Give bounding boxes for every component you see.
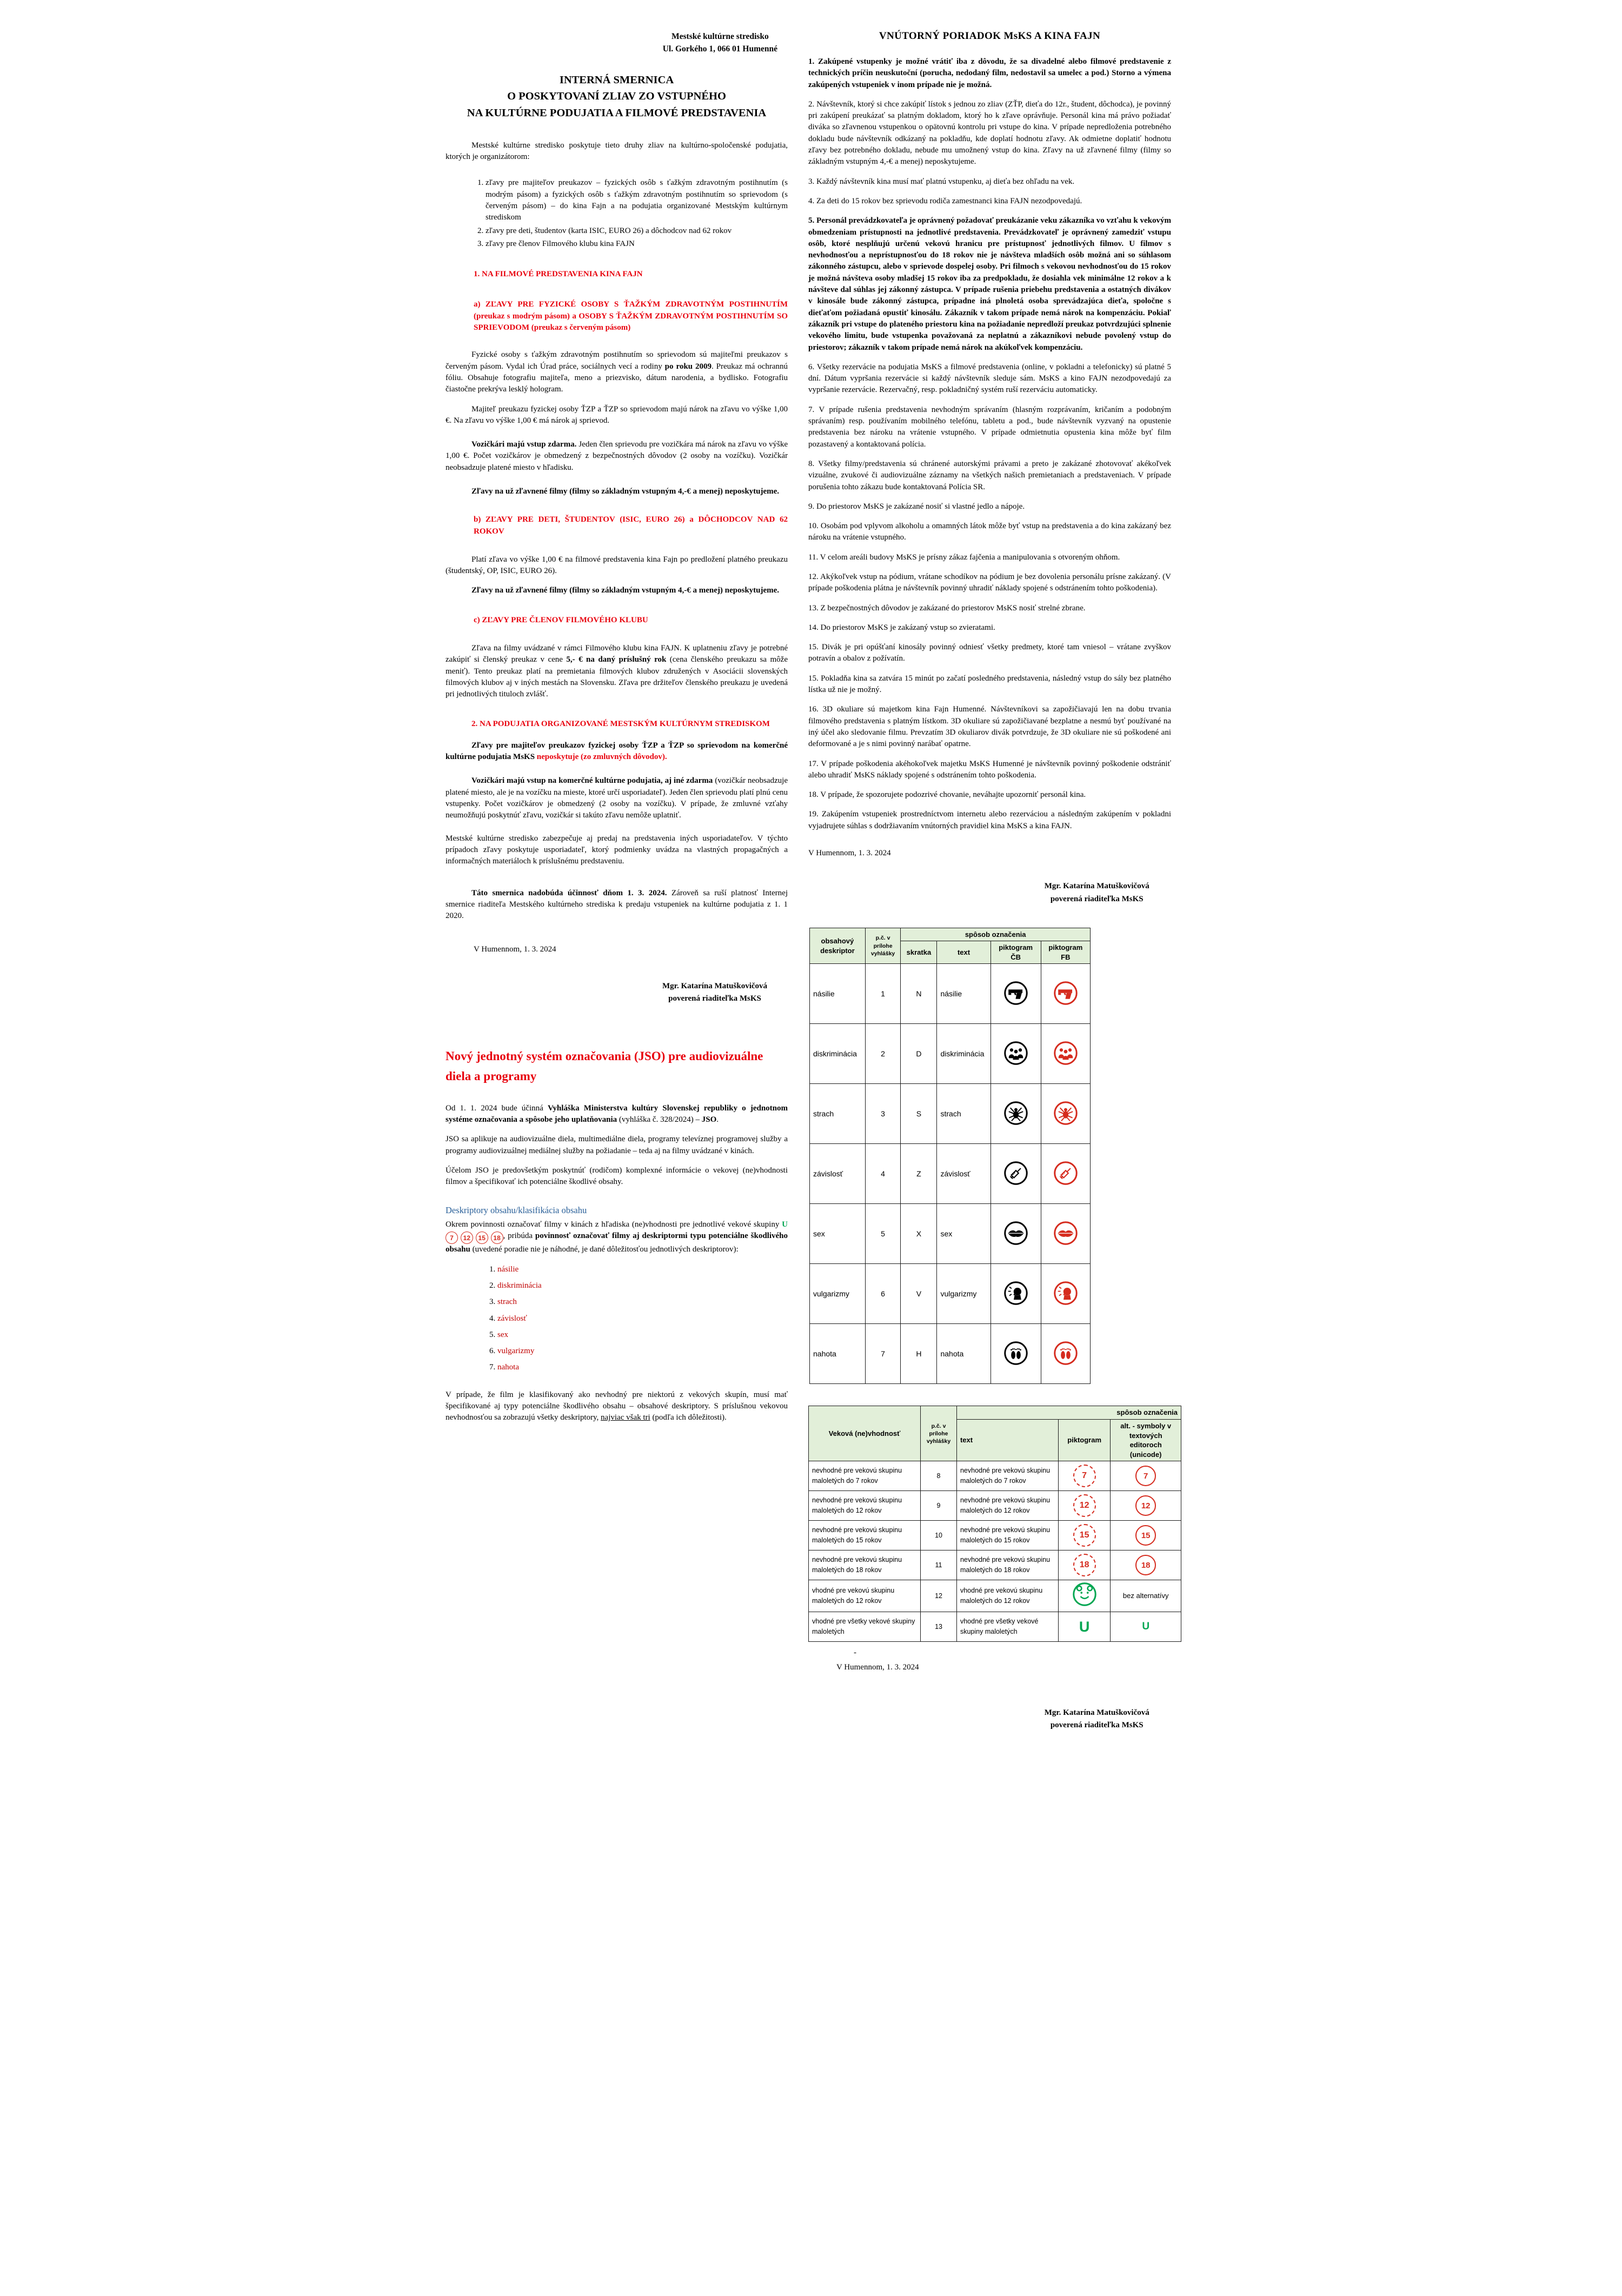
table-row — [809, 1461, 1181, 1491]
order-number-cell: 13 — [921, 1612, 957, 1641]
spacer — [808, 1642, 1171, 1647]
list-item — [497, 1329, 788, 1341]
table-row — [809, 1550, 1181, 1580]
table-row — [810, 1324, 1091, 1384]
text-segment: Mestské kultúrne stredisko zabezpečuje aj predaj na predstavenia iných usporiadateľov. V týchto prípadoch zľavy poskytuje usporiadateľ, ktorý podmienky uvádza na vlastných propagačných a informačných materiáloch k príslušnému predstaveniu. — [446, 834, 788, 866]
rule-5 — [808, 215, 1171, 354]
list-item-text: diskriminácia — [497, 1281, 542, 1290]
signature-left — [662, 980, 767, 1006]
film-club-discount — [446, 643, 788, 700]
text-segment: (cena členského preukazu sa môže meniť). Tento preukaz platí na premietania filmových klubov združených v Asociácii slovenských filmových klubov aj v iných mestách na Slovensku. Zľava pre držiteľov členského preukazu je uvedená pri jednotlivých tituloch zvlášť. — [446, 655, 788, 699]
spacer — [446, 605, 788, 615]
feet-red-icon — [1041, 1324, 1090, 1384]
people-red-icon — [1041, 1024, 1090, 1084]
abbr-cell: D — [901, 1024, 937, 1084]
table-header-cell: spôsob označenia — [956, 1406, 1181, 1420]
age-badge-inline: 12 — [461, 1232, 473, 1244]
list-item — [486, 225, 788, 237]
abbr-cell: N — [901, 964, 937, 1024]
text-segment: 10. Osobám pod vplyvom alkoholu a omamných látok môže byť vstup na predstavenia a do kina zakázaný bez nároku na vrátenie vstupného. — [808, 522, 1171, 542]
spacer — [446, 545, 788, 554]
org-header-line: Ul. Gorkého 1, 066 01 Humenné — [662, 44, 778, 54]
text-segment: (vyhláška č. 328/2024) – — [617, 1115, 702, 1124]
profanity-red-icon — [1041, 1264, 1090, 1324]
rule-1 — [808, 56, 1171, 91]
table-row — [810, 1264, 1091, 1324]
descriptor-cell: nahota — [810, 1324, 866, 1384]
u-universal-icon: U — [1079, 1618, 1090, 1635]
descriptor-cell: sex — [810, 1204, 866, 1264]
pictogram-cell — [1058, 1612, 1110, 1641]
text-segment: Táto smernica nadobúda účinnosť dňom 1. 3. 2024. — [471, 888, 667, 897]
spacer — [446, 771, 788, 775]
text-cell: nahota — [937, 1324, 991, 1384]
table-row — [809, 1406, 1181, 1420]
rule-4 — [808, 196, 1171, 207]
text-cell: závislosť — [937, 1144, 991, 1204]
text-segment: U — [782, 1220, 788, 1229]
alt-symbol-cell — [1111, 1521, 1181, 1550]
text-cell: sex — [937, 1204, 991, 1264]
spacer — [446, 482, 788, 486]
text-cell: diskriminácia — [937, 1024, 991, 1084]
spacer — [808, 1682, 1171, 1707]
doc-title-line: INTERNÁ SMERNICA — [559, 74, 674, 86]
text-segment: Zľavy na už zľavnené filmy (filmy so základným vstupným 4,-€ a menej) neposkytujeme. — [471, 487, 780, 496]
left-column — [446, 30, 788, 1432]
text-segment: (podľa ich dôležitosti). — [650, 1413, 727, 1422]
place-date-bottom: V Humennom, 1. 3. 2024 — [836, 1663, 919, 1672]
text-segment: Zľava na filmy uvádzané v rámci Filmového klubu kina FAJN. K uplatneniu zľavy je potrebné zakúpiť si členský preukaz v cene — [446, 644, 788, 664]
ztp-commercial-events — [446, 740, 788, 763]
descriptor-cell: závislosť — [810, 1144, 866, 1204]
spacer — [446, 258, 788, 269]
age-12-icon: 12 — [1073, 1494, 1096, 1517]
spacer — [446, 964, 788, 980]
doc-title-line: O POSKYTOVANÍ ZLIAV ZO VSTUPNÉHO — [507, 90, 726, 103]
text-segment: najviac však tri — [601, 1413, 650, 1422]
spacer — [446, 126, 788, 140]
spacer — [808, 840, 1171, 848]
age-7-alt-icon: 7 — [1135, 1466, 1156, 1486]
document-page — [406, 0, 1216, 1761]
text-segment: 13. Z bezpečnostných dôvodov je zakázané do priestorov MsKS nosiť strelné zbrane. — [808, 603, 1086, 613]
text-segment: 5. Personál prevádzkovateľa je oprávnený požadovať preukázanie veku zákazníka vo vzťahu k vekovým obmedzeniam prístupnosti na jednotlivé predstavenia. Prevádzkovateľ je oprávnený zamedziť vstupu osôb, ktoré nesplňujú určenú vekovú hranicu pre prístupnosť jednotlivých filmov. U filmov s nevhodnosťou a neprístupnosťou do 18 rokov nie je návšteva mladších osôb možná ani so súhlasom zákonného zástupcu, alebo v sprievode dospelej osoby. Pri filmoch s vekovou nevhodnosťou do 15 rokov je možná návšteva osoby mladšej 15 rokov iba za predpokladu, že dosiahla vek minimálne 12 rokov a k návšteve dal súhlas jej zákonný zástupca. V prípade rušenia priebehu predstavenia a ostatných divákov v kinosále bude zákonný zástupca, prípadne iná plnoletá osoba sprevádzajúca dieťa, spoločne s dieťaťom požiadaná opustiť kinosálu. Zákazník v takom prípade nemá nárok na kompenzáciu. Pokiaľ zákazník pri vstupe do plateného priestoru kina na požiadanie nepredloží preukaz potvrdzujúci splnenie vekového limitu, bude vstupenka považovaná za neplatnú a zákazníkovi nebude povolený vstup do priestorov; zákazník v takom prípade nemá nárok na akúkoľvek kompenzáciu. — [808, 216, 1171, 352]
table-header-cell: text — [937, 941, 991, 964]
order-number-cell: 10 — [921, 1521, 957, 1550]
text-segment: Účelom JSO je predovšetkým poskytnúť (rodičom) komplexné informácie o vekovej (ne)vhodnosti filmov a špecifikovať ich potenciálne škodlivé obsahy. — [446, 1166, 788, 1187]
spacer — [808, 867, 1171, 880]
rule-2 — [808, 99, 1171, 168]
text-segment: , pribúda — [503, 1231, 535, 1240]
text-segment: Vozičkári majú vstup na komerčné kultúrne podujatia, aj iné zdarma — [471, 776, 713, 786]
text-segment: 19. Zakúpením vstupeniek prostredníctvom internetu alebo rezerváciou a následným zakúpením v pokladni vyjadrujete súhlas s dodržiavaním vnútorných pravidiel kina MsKS a kina FAJN. — [808, 810, 1171, 830]
spacer — [446, 876, 788, 888]
text-segment: Od 1. 1. 2024 bude účinná — [446, 1103, 548, 1113]
descriptors-list — [446, 1264, 788, 1374]
list-item-text: nahota — [497, 1363, 519, 1372]
text-segment: Vyhláška Ministerstva kultúry Slovenskej republiky o jednotnom systéme označovania a spôsobe jeho uplatňovania — [446, 1103, 788, 1124]
no-discount-note-a — [446, 486, 788, 497]
lips-icon — [991, 1204, 1041, 1264]
text-cell: násilie — [937, 964, 991, 1024]
other-organizers — [446, 833, 788, 868]
list-item-text: strach — [497, 1297, 517, 1307]
table-row — [809, 1580, 1181, 1612]
table-header-cell: obsahový deskriptor — [810, 928, 866, 964]
classification-note — [446, 1389, 788, 1424]
wheelchair-commercial-events — [446, 775, 788, 821]
table-row — [810, 928, 1091, 941]
section-1a-heading: a) ZĽAVY PRE FYZICKÉ OSOBY S ŤAŽKÝM ZDRAVOTNÝM POSTIHNUTÍM (preukaz s modrým pásom) a OSOBY S ŤAŽKÝM ZDRAVOTNÝM POSTIHNUTÍM SO SPRIEVODOM (preukaz s červeným pásom) — [474, 300, 788, 332]
content-descriptors-table — [809, 928, 1091, 1385]
age-15-icon: 15 — [1073, 1524, 1096, 1547]
gun-red-icon — [1041, 964, 1090, 1024]
rules-title: VNÚTORNÝ PORIADOK MsKS A KINA FAJN — [879, 30, 1101, 42]
text-segment: 2. Návštevník, ktorý si chce zakúpiť lístok s jednou zo zliav (ZŤP, dieťa do 12r., študent, dôchodca), je povinný pri zakúpení preukázať sa platným dokladom, ktorý ho k zľave oprávňuje. Personál kina má právo požiadať diváka so zľavnenou vstupenkou o opätovnú kontrolu pri vstupe do kina. V prípade nepredloženia potrebného dokladu bude návštevník odkázaný na pokladňu, kde doplatí hodnotu zľavy. Ak odmietne doplatiť hodnotu zľavy bez potrebného dokladu, nebude mu umožnený vstup do kina. Zľavy na už zľavnené filmy (filmy so základným vstupným 4,-€ a menej) neposkytujeme. — [808, 99, 1171, 167]
alt-symbol-cell: bez alternatívy — [1111, 1580, 1181, 1612]
age-badge-inline: 7 — [446, 1232, 458, 1244]
no-discount-note-b — [446, 585, 788, 596]
rule-8 — [808, 458, 1171, 493]
spacer — [446, 1196, 788, 1205]
descriptor-cell: strach — [810, 1084, 866, 1144]
list-item — [497, 1346, 788, 1357]
signature-bottom — [1045, 1707, 1149, 1732]
list-item — [497, 1313, 788, 1325]
right-column — [808, 30, 1178, 1740]
intro-paragraph — [446, 140, 788, 163]
spacer — [446, 56, 788, 72]
list-item-text: násilie — [497, 1265, 519, 1274]
list-item — [497, 1280, 788, 1292]
alt-symbol-cell — [1111, 1612, 1181, 1641]
text-cell: vhodné pre vekovú skupinu maloletých do 12 rokov — [956, 1580, 1058, 1612]
age-badge-inline: 18 — [491, 1232, 503, 1244]
table-row — [810, 1024, 1091, 1084]
spacer — [446, 930, 788, 944]
rule-18 — [808, 789, 1171, 801]
section-1-heading: 1. NA FILMOVÉ PREDSTAVENIA KINA FAJN — [474, 270, 643, 279]
rule-13 — [808, 603, 1171, 614]
spacer — [808, 1384, 1171, 1406]
order-number-cell: 5 — [865, 1204, 901, 1264]
rule-15b — [808, 673, 1171, 696]
pictogram-cell — [1058, 1521, 1110, 1550]
list-item — [486, 238, 788, 250]
rule-10 — [808, 521, 1171, 544]
spacer — [446, 435, 788, 439]
rule-3 — [808, 176, 1171, 188]
signature-left-line: Mgr. Katarína Matuškovičová — [662, 981, 768, 990]
list-item — [497, 1296, 788, 1308]
two-column-layout — [446, 30, 1178, 1740]
rule-12 — [808, 571, 1171, 595]
rule-17 — [808, 758, 1171, 782]
jso-scope — [446, 1134, 788, 1157]
table-header-cell: piktogram ČB — [991, 941, 1041, 964]
jso-purpose — [446, 1165, 788, 1188]
order-number-cell: 8 — [921, 1461, 957, 1491]
lips-red-icon — [1041, 1204, 1090, 1264]
order-number-cell: 2 — [865, 1024, 901, 1084]
text-segment — [473, 1232, 476, 1240]
text-segment: 8. Všetky filmy/predstavenia sú chránené autorskými právami a preto je zakázané zhotovovať akékoľvek vizuálne, zvukové či audiovizuálne záznamy na všetkých našich premietaniach a predstaveniach. V prípade porušenia tohto zákazu bude kontaktovaná Polícia SR. — [808, 459, 1171, 491]
text-segment: Zároveň sa ruší platnosť Internej smernice riaditeľa Mestského kultúrneho strediska k predaju vstupeniek na kultúrne podujatia z 1. 1 2020. — [446, 888, 788, 921]
signature-left-line: poverená riaditeľka MsKS — [668, 994, 761, 1003]
list-item — [486, 177, 788, 223]
text-segment: Mestské kultúrne stredisko poskytuje tieto druhy zliav na kultúrno-spoločenské podujatia, ktorých je organizátorom: — [446, 141, 788, 162]
rule-14 — [808, 622, 1171, 634]
spacer — [446, 171, 788, 177]
pictogram-cell — [1058, 1550, 1110, 1580]
spider-red-icon — [1041, 1084, 1090, 1144]
age-18-icon: 18 — [1073, 1554, 1096, 1576]
signature-right-line: Mgr. Katarína Matuškovičová — [1044, 882, 1149, 891]
text-segment: 6. Všetky rezervácie na podujatia MsKS a filmové predstavenia (online, v pokladni a telefonicky) sú platné 5 dní. Dátum vypršania rezervácie si každý návštevník sleduje sám. MsKS a kino FAJN nezodpovedajú za vypršanie rezervácie. Rezervačný, resp. pokladničný systém ruší rezerváciu automaticky. — [808, 362, 1171, 395]
list-item-text: zľavy pre deti, študentov (karta ISIC, EURO 26) a dôchodcov nad 62 rokov — [486, 226, 732, 235]
list-item-text: závislosť — [497, 1314, 527, 1323]
signature-right-line: poverená riaditeľka MsKS — [1050, 894, 1144, 903]
ztp-description — [446, 349, 788, 395]
text-segment: 4. Za deti do 15 rokov bez sprievodu rodiča zamestnanci kina FAJN nezodpovedajú. — [808, 196, 1082, 205]
abbr-cell: Z — [901, 1144, 937, 1204]
students-discount — [446, 554, 788, 577]
place-date-right: V Humennom, 1. 3. 2024 — [808, 849, 891, 858]
table-row — [809, 1491, 1181, 1521]
text-segment: Fyzické osoby s ťažkým zdravotným postihnutím so sprievodom sú majiteľmi preukazov s červeným pásom. Vydal ich Úrad práce, sociálnych vecí a rodiny — [446, 350, 788, 371]
rule-16 — [808, 704, 1171, 750]
org-header — [663, 30, 777, 56]
discount-types-list — [446, 177, 788, 250]
place-date-left: V Humennom, 1. 3. 2024 — [474, 945, 556, 954]
descriptor-cell: diskriminácia — [810, 1024, 866, 1084]
rule-11 — [808, 552, 1171, 563]
abbr-cell: V — [901, 1264, 937, 1324]
table-header-cell: skratka — [901, 941, 937, 964]
text-segment: 1. Zakúpené vstupenky je možné vrátiť iba z dôvodu, že sa divadelné alebo filmové predstavenie z technických príčin neuskutoční (porucha, nedodaný film, nedostavil sa umelec a pod.) Storno a výmena zakúpených vstupeniek v inom prípade nie je možná. — [808, 57, 1171, 89]
text-segment: . Preukaz má ochrannú fóliu. Obsahuje fotografiu majiteľa, meno a priezvisko, dátum narodenia, a bydlisko. Fotografiu čiastočne prekrýva lesklý hologram. — [446, 362, 788, 394]
signature-bottom-line: Mgr. Katarína Matuškovičová — [1044, 1708, 1149, 1717]
descriptor-cell: násilie — [810, 964, 866, 1024]
text-cell: nevhodné pre vekovú skupinu maloletých do 7 rokov — [956, 1461, 1058, 1491]
list-item — [497, 1264, 788, 1275]
age-label-cell: nevhodné pre vekovú skupinu maloletých do 7 rokov — [809, 1461, 921, 1491]
table-row — [809, 1612, 1181, 1641]
list-item-text: vulgarizmy — [497, 1347, 535, 1356]
gun-icon — [991, 964, 1041, 1024]
profanity-icon — [991, 1264, 1041, 1324]
text-segment: 18. V prípade, že spozorujete podozrivé chovanie, neváhajte upozorniť personál kina. — [808, 790, 1086, 800]
text-segment: 15. Pokladňa kina sa zatvára 15 minút po začatí posledného predstavenia, následný vstup do sály bez platného lístka už nie je možný. — [808, 674, 1171, 695]
text-segment: 17. V prípade poškodenia akéhokoľvek majetku MsKS Humenné je návštevník povinný poškodenie odstrániť alebo uhradiť MsKS náklady spojené s odstránením tohto poškodenia. — [808, 759, 1171, 780]
table-header-cell: alt. - symboly v textových editoroch (unicode) — [1111, 1420, 1181, 1461]
text-segment: 7. V prípade rušenia predstavenia nevhodným správaním (hlasným rozprávaním, kričaním a podobným správaním) resp. používaním mobilného telefónu, tabletu a pod., bude návštevník vyzvaný na opustenie predstavenia bez nároku na vrátenie vstupného. V prípade odmietnutia opustenia kina môže byť film pozastavený a kontaktovaná polícia. — [808, 405, 1171, 449]
age-label-cell: vhodné pre všetky vekové skupiny maloletých — [809, 1612, 921, 1641]
text-cell: strach — [937, 1084, 991, 1144]
spider-icon — [991, 1084, 1041, 1144]
order-number-cell: 11 — [921, 1550, 957, 1580]
text-segment: V prípade, že film je klasifikovaný ako nevhodný pre niektorú z vekových skupín, musí mať špecifikované aj typy potenciálne škodlivého obsahu – obsahové deskriptory. S príslušnou vekovou nevhodnosťou sa zobrazujú všetky deskriptory, — [446, 1390, 788, 1422]
text-segment: Platí zľava vo výške 1,00 € na filmové predstavenia kina Fajn po predložení platného preukazu (študentský, OP, ISIC, EURO 26). — [446, 555, 788, 576]
doc-title-line: NA KULTÚRNE PODUJATIA A FILMOVÉ PREDSTAVENIA — [467, 107, 767, 119]
org-header-line: Mestské kultúrne stredisko — [672, 32, 769, 41]
section-1b-heading: b) ZĽAVY PRE DETI, ŠTUDENTOV (ISIC, EURO 26) a DÔCHODCOV NAD 62 ROKOV — [474, 515, 788, 536]
table-row — [810, 964, 1091, 1024]
table-header-cell: spôsob označenia — [901, 928, 1091, 941]
syringe-icon — [991, 1144, 1041, 1204]
table-header-cell: Veková (ne)vhodnosť — [809, 1406, 921, 1461]
age-badge-inline: 15 — [476, 1232, 488, 1244]
section-2-heading: 2. NA PODUJATIA ORGANIZOVANÉ MESTSKÝM KULTÚRNYM STREDISKOM — [471, 719, 770, 728]
jso-heading: Nový jednotný systém označovania (JSO) pre audiovizuálne diela a programy — [446, 1049, 763, 1083]
rule-9 — [808, 501, 1171, 513]
wheelchair-free-entry — [446, 439, 788, 474]
alt-symbol-cell — [1111, 1550, 1181, 1580]
text-segment — [458, 1232, 461, 1240]
people-icon — [991, 1024, 1041, 1084]
age-18-alt-icon: 18 — [1135, 1555, 1156, 1575]
list-item — [497, 1362, 788, 1373]
alt-symbol-cell — [1111, 1461, 1181, 1491]
order-number-cell: 1 — [865, 964, 901, 1024]
rule-6 — [808, 362, 1171, 396]
text-segment: 15. Divák je pri opúšťaní kinosály povinný odniesť všetky predmety, ktoré tam vniesol – vrátane zvyškov potravín a obalov z požívatín. — [808, 643, 1171, 663]
age-label-cell: nevhodné pre vekovú skupinu maloletých do 12 rokov — [809, 1491, 921, 1521]
age-7-icon: 7 — [1073, 1465, 1096, 1487]
table-head — [809, 1406, 1181, 1461]
age-suitability-table — [808, 1406, 1181, 1641]
age-label-cell: nevhodné pre vekovú skupinu maloletých do 18 rokov — [809, 1550, 921, 1580]
text-segment: Okrem povinnosti označovať filmy v kinách z hľadiska (ne)vhodnosti pre jednotlivé vekové skupiny — [446, 1220, 782, 1229]
table-body — [809, 1461, 1181, 1642]
text-segment: JSO sa aplikuje na audiovizuálne diela, multimediálne diela, programy televíznej programovej služby a programy audiovizuálnej mediálnej služby na požiadanie – teda aj na filmy uvádzané v kinách. — [446, 1135, 788, 1155]
descriptor-cell: vulgarizmy — [810, 1264, 866, 1324]
descriptors-paragraph — [446, 1219, 788, 1256]
text-cell: nevhodné pre vekovú skupinu maloletých do 18 rokov — [956, 1550, 1058, 1580]
table-header-cell: piktogram — [1058, 1420, 1110, 1461]
table-row — [809, 1521, 1181, 1550]
spacer — [446, 1382, 788, 1389]
text-segment: 11. V celom areáli budovy MsKS je prísny zákaz fajčenia a manipulovania s otvoreným ohňom. — [808, 553, 1120, 562]
age-15-alt-icon: 15 — [1135, 1525, 1156, 1546]
order-number-cell: 9 — [921, 1491, 957, 1521]
pictogram-cell — [1058, 1461, 1110, 1491]
abbr-cell: X — [901, 1204, 937, 1264]
spacer — [808, 914, 1171, 928]
feet-icon — [991, 1324, 1041, 1384]
spacer — [446, 1013, 788, 1047]
smiley-bear-icon — [1058, 1580, 1110, 1612]
list-item-text: zľavy pre členov Filmového klubu kina FAJN — [486, 239, 635, 248]
effective-date — [446, 888, 788, 922]
table-head — [810, 928, 1091, 964]
spacer — [446, 634, 788, 643]
text-segment: (vozičkár neobsadzuje platené miesto, ale je na vozíčku na mieste, ktoré určí usporiadateľ). Jeden člen sprievodu platí plnú cenu vstupenky. Počet vozičkárov je obmedzený (2 osoby na vozíčku). V prípade, že zmluvné vzťahy neumožňujú poskytnúť zľavu, vozičkár si takúto zľavu nemôže uplatniť. — [446, 776, 788, 820]
rule-15a — [808, 642, 1171, 665]
text-cell: nevhodné pre vekovú skupinu maloletých do 15 rokov — [956, 1521, 1058, 1550]
text-segment: Jeden člen sprievodu pre vozičkára má nárok na zľavu vo výške 1,00 €. Počet vozičkárov je obmedzený z bezpečnostných dôvodov (2 osoby na vozíčku). Vozičkár neobsadzuje platené miesto v hľadisku. — [446, 440, 788, 472]
table-header-cell: piktogram FB — [1041, 941, 1090, 964]
stray-dash: - — [854, 1648, 856, 1657]
text-cell: vulgarizmy — [937, 1264, 991, 1324]
spacer — [446, 709, 788, 718]
age-12-alt-icon: 12 — [1135, 1495, 1156, 1516]
table-header-cell: p.č. v prílohe vyhlášky — [865, 928, 901, 964]
u-universal-alt: U — [1142, 1620, 1150, 1632]
spacer — [446, 342, 788, 349]
text-segment: (uvedené poradie nie je náhodné, je dané dôležitosťou jednotlivých deskriptorov): — [470, 1245, 739, 1254]
order-number-cell: 3 — [865, 1084, 901, 1144]
text-segment: neposkytuje (zo zmluvných dôvodov). — [536, 753, 667, 762]
text-segment: Vozičkári majú vstup zdarma. — [471, 440, 577, 449]
abbr-cell: H — [901, 1324, 937, 1384]
text-segment: po roku 2009 — [664, 362, 712, 371]
list-item-text: sex — [497, 1330, 508, 1339]
text-segment: Zľavy pre majiteľov preukazov fyzickej osoby ŤZP a ŤZP so sprievodom na komerčné kultúrne podujatia MsKS — [446, 741, 788, 762]
order-number-cell: 4 — [865, 1144, 901, 1204]
text-segment: JSO — [701, 1115, 717, 1124]
text-segment: . — [716, 1115, 719, 1124]
age-label-cell: vhodné pre vekovú skupinu maloletých do 12 rokov — [809, 1580, 921, 1612]
table-row — [810, 1144, 1091, 1204]
table-header-cell: p.č. v prílohe vyhlášky — [921, 1406, 957, 1461]
spacer — [446, 505, 788, 514]
text-segment: 16. 3D okuliare sú majetkom kina Fajn Humenné. Návštevníkovi sa zapožičiavajú len na dobu trvania filmového predstavenia s platným lístkom. 3D okuliare sú zapožičiavané bezplatne a nesmú byť používané na iný účel ako sledovanie filmu. Prevzatím 3D okuliarov divák potvrdzuje, že 3D okuliare nie sú poškodené ani deformované a je s nimi povinný narábať opatrne. — [808, 705, 1171, 749]
text-segment — [488, 1232, 491, 1240]
text-cell: vhodné pre všetky vekové skupiny maloletých — [956, 1612, 1058, 1641]
order-number-cell: 7 — [865, 1324, 901, 1384]
signature-bottom-line: poverená riaditeľka MsKS — [1050, 1720, 1144, 1729]
alt-symbol-cell — [1111, 1491, 1181, 1521]
text-segment: Zľavy na už zľavnené filmy (filmy so základným vstupným 4,-€ a menej) neposkytujeme. — [471, 586, 780, 595]
pictogram-cell — [1058, 1491, 1110, 1521]
doc-title — [446, 72, 788, 122]
text-segment: 3. Každý návštevník kina musí mať platnú vstupenku, aj dieťa bez ohľadu na vek. — [808, 177, 1075, 186]
text-segment: Majiteľ preukazu fyzickej osoby ŤZP a ŤZP so sprievodom majú nárok na zľavu vo výške 1,00 €. Na zľavu vo výške 1,00 € má nárok aj sprievod. — [446, 404, 788, 425]
age-label-cell: nevhodné pre vekovú skupinu maloletých do 15 rokov — [809, 1521, 921, 1550]
text-segment: 12. Akýkoľvek vstup na pódium, vrátane schodíkov na pódium je bez dovolenia personálu prísne zakázaný. (V prípade poškodenia plátna je návštevník povinný uhradiť náklady spojené s odstránením tohto poškodenia). — [808, 572, 1171, 593]
text-cell: nevhodné pre vekovú skupinu maloletých do 12 rokov — [956, 1491, 1058, 1521]
jso-intro — [446, 1103, 788, 1126]
section-1c-heading: c) ZĽAVY PRE ČLENOV FILMOVÉHO KLUBU — [474, 615, 648, 624]
text-segment: povinnosť označovať filmy aj deskriptormi typu potenciálne škodlivého obsahu — [446, 1231, 788, 1254]
ztp-discount — [446, 404, 788, 427]
order-number-cell: 6 — [865, 1264, 901, 1324]
signature-right — [1045, 880, 1149, 906]
rule-7 — [808, 404, 1171, 450]
text-segment: 5,- € na daný príslušný rok — [566, 655, 667, 664]
spacer — [446, 288, 788, 299]
abbr-cell: S — [901, 1084, 937, 1144]
descriptors-heading: Deskriptory obsahu/klasifikácia obsahu — [446, 1204, 587, 1215]
syringe-red-icon — [1041, 1144, 1090, 1204]
text-segment: 9. Do priestorov MsKS je zakázané nosiť si vlastné jedlo a nápoje. — [808, 502, 1025, 511]
list-item-text: zľavy pre majiteľov preukazov – fyzických osôb s ťažkým zdravotným postihnutím (s modrým pásom) a fyzických osôb s ťažkým zdravotným postihnutím so sprievodom (s červeným pásom) – do kina Fajn a na podujatia organizované Mestským kultúrnym strediskom — [486, 178, 788, 222]
table-header-cell: text — [956, 1420, 1058, 1461]
table-body — [810, 964, 1091, 1384]
text-segment: 14. Do priestorov MsKS je zakázaný vstup so zvieratami. — [808, 623, 995, 632]
table-row — [810, 1204, 1091, 1264]
rule-19 — [808, 809, 1171, 832]
table-row — [810, 1084, 1091, 1144]
order-number-cell: 12 — [921, 1580, 957, 1612]
